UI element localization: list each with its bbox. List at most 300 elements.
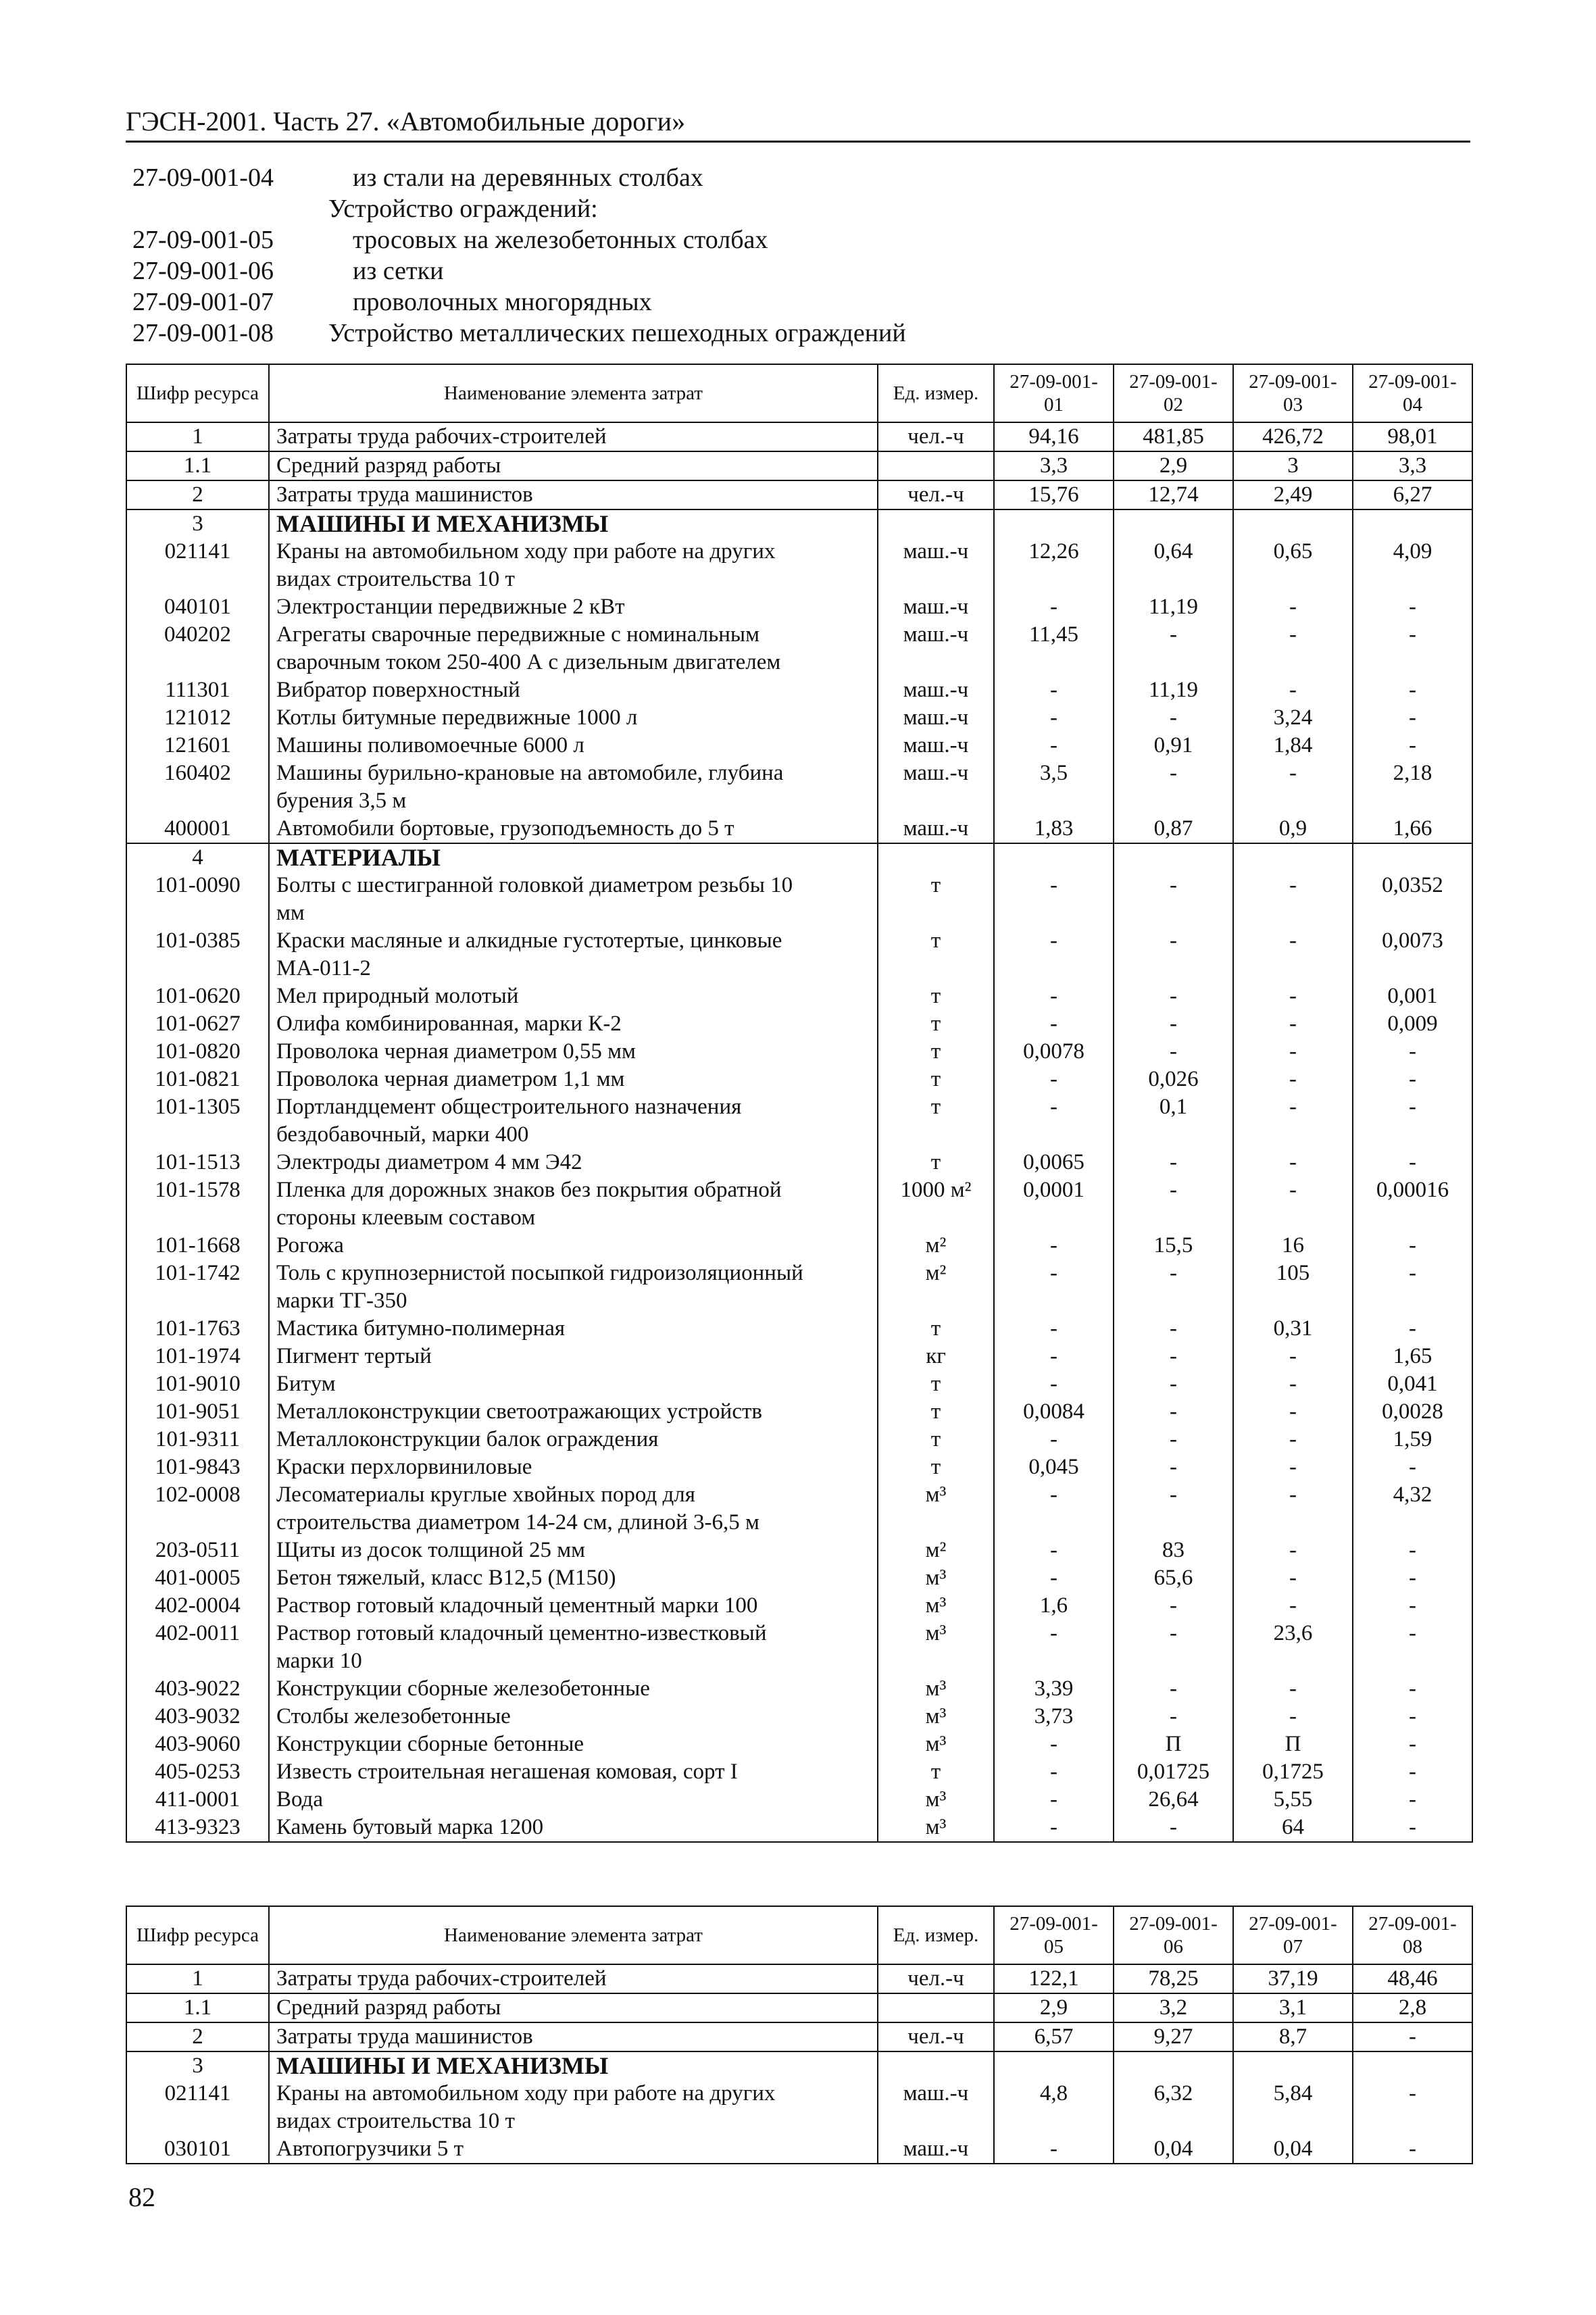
value-cell: - <box>1114 1703 1233 1731</box>
resource-name <box>269 1038 878 1066</box>
value-cell: 0,0001 <box>994 1176 1114 1232</box>
value-cell: - <box>1114 1370 1233 1398</box>
resource-name-line: Столбы железобетонные <box>276 1704 511 1728</box>
value-cell: - <box>1114 982 1233 1010</box>
table-row <box>126 676 1472 704</box>
norm-description: из сетки <box>353 257 444 285</box>
resource-code: 101-0820 <box>126 1038 269 1066</box>
resource-name-line: Щиты из досок толщиной 25 мм <box>276 1538 585 1562</box>
resource-code: 101-1668 <box>126 1232 269 1260</box>
value-cell: - <box>1114 1814 1233 1842</box>
table-row <box>126 927 1472 982</box>
value-cell: - <box>1233 1370 1353 1398</box>
resource-name <box>269 1993 878 2022</box>
resource-name <box>269 1786 878 1814</box>
resource-name <box>269 451 878 480</box>
value-cell: 5,84 <box>1233 2080 1353 2135</box>
resource-name <box>269 1093 878 1149</box>
resource-code: 403-9022 <box>126 1675 269 1703</box>
resource-name-line: мм <box>276 901 305 925</box>
section-row <box>126 2051 1472 2080</box>
unit-cell: т <box>878 1426 994 1453</box>
resource-code: 402-0004 <box>126 1592 269 1620</box>
resource-name-line: Машины поливомоечные 6000 л <box>276 733 584 757</box>
value-cell <box>1114 509 1233 538</box>
value-cell: - <box>1114 1675 1233 1703</box>
unit-cell: т <box>878 1315 994 1343</box>
value-cell: 0,91 <box>1114 732 1233 760</box>
resource-name-line: Конструкции сборные бетонные <box>276 1732 584 1756</box>
table-row <box>126 760 1472 815</box>
unit-cell: т <box>878 1066 994 1093</box>
resource-code: 121601 <box>126 732 269 760</box>
value-cell: - <box>994 1620 1114 1675</box>
resource-name-line: бездобавочный, марки 400 <box>276 1122 529 1147</box>
unit-cell: м³ <box>878 1814 994 1842</box>
table-row <box>126 480 1472 509</box>
value-cell: - <box>1353 2135 1472 2164</box>
resource-code: 030101 <box>126 2135 269 2164</box>
unit-cell: маш.-ч <box>878 815 994 843</box>
table-row <box>126 1176 1472 1232</box>
value-cell: - <box>1353 1786 1472 1814</box>
column-header: 27-09-001-01 <box>994 364 1114 422</box>
value-cell: 0,0028 <box>1353 1398 1472 1426</box>
resource-name <box>269 2135 878 2164</box>
value-cell: - <box>994 1093 1114 1149</box>
value-cell: 1,6 <box>994 1592 1114 1620</box>
resource-name <box>269 2022 878 2051</box>
value-cell: 3,39 <box>994 1675 1114 1703</box>
resource-name <box>269 422 878 451</box>
value-cell: 3,2 <box>1114 1993 1233 2022</box>
value-cell: - <box>1114 760 1233 815</box>
resource-name <box>269 1315 878 1343</box>
table-row <box>126 2135 1472 2164</box>
table-row <box>126 422 1472 451</box>
value-cell: - <box>994 1481 1114 1537</box>
column-header: 27-09-001-02 <box>1114 364 1233 422</box>
norm-code: 27-09-001-04 <box>132 164 274 192</box>
resource-code: 101-1974 <box>126 1343 269 1370</box>
resource-name <box>269 1564 878 1592</box>
value-cell: - <box>1353 1731 1472 1758</box>
resource-code: 402-0011 <box>126 1620 269 1675</box>
unit-cell: м³ <box>878 1703 994 1731</box>
resource-code: 101-9843 <box>126 1453 269 1481</box>
value-cell: 65,6 <box>1114 1564 1233 1592</box>
resource-name-line: МАШИНЫ И МЕХАНИЗМЫ <box>276 510 609 537</box>
value-cell: 0,64 <box>1114 538 1233 593</box>
value-cell <box>1233 509 1353 538</box>
value-cell: 9,27 <box>1114 2022 1233 2051</box>
value-cell: - <box>994 982 1114 1010</box>
value-cell: 0,0065 <box>994 1149 1114 1176</box>
value-cell: - <box>1233 982 1353 1010</box>
unit-cell <box>878 451 994 480</box>
resource-name <box>269 982 878 1010</box>
value-cell: - <box>1233 1343 1353 1370</box>
resource-name-line: Машины бурильно-крановые на автомобиле, глубина <box>276 761 784 785</box>
table-row <box>126 2080 1472 2135</box>
section-row <box>126 509 1472 538</box>
table-row <box>126 1398 1472 1426</box>
norm-code: 27-09-001-07 <box>132 288 274 316</box>
resource-code: 101-1305 <box>126 1093 269 1149</box>
value-cell: - <box>1114 1398 1233 1426</box>
table-row <box>126 2022 1472 2051</box>
table-row <box>126 593 1472 621</box>
table-row <box>126 1426 1472 1453</box>
resource-name-line: Электроды диаметром 4 мм Э42 <box>276 1150 582 1174</box>
value-cell: - <box>994 732 1114 760</box>
value-cell: 37,19 <box>1233 1964 1353 1993</box>
resource-name-line: Электростанции передвижные 2 кВт <box>276 595 625 619</box>
page-header: ГЭСН-2001. Часть 27. «Автомобильные дороги» <box>126 106 686 136</box>
resource-code: 040101 <box>126 593 269 621</box>
resource-code: 040202 <box>126 621 269 676</box>
resource-name <box>269 704 878 732</box>
resource-name <box>269 621 878 676</box>
value-cell: 5,55 <box>1233 1786 1353 1814</box>
resource-name <box>269 1232 878 1260</box>
resource-name <box>269 1620 878 1675</box>
unit-cell: т <box>878 982 994 1010</box>
table-row <box>126 1315 1472 1343</box>
resource-name-line: строительства диаметром 14-24 см, длиной 3-6,5 м <box>276 1510 759 1535</box>
resource-code: 101-1513 <box>126 1149 269 1176</box>
value-cell: - <box>1353 1703 1472 1731</box>
unit-cell: т <box>878 1093 994 1149</box>
unit-cell: маш.-ч <box>878 621 994 676</box>
value-cell: - <box>1353 1260 1472 1315</box>
resource-name-line: Мастика битумно-полимерная <box>276 1316 566 1341</box>
resource-name <box>269 2051 878 2080</box>
resource-name <box>269 1481 878 1537</box>
table-row <box>126 872 1472 927</box>
value-cell: 0,1725 <box>1233 1758 1353 1786</box>
value-cell: - <box>994 1731 1114 1758</box>
table-header-row <box>126 364 1472 422</box>
value-cell: 11,19 <box>1114 593 1233 621</box>
value-cell <box>1353 509 1472 538</box>
table-row <box>126 1620 1472 1675</box>
resource-code: 101-0385 <box>126 927 269 982</box>
resource-name <box>269 1758 878 1786</box>
value-cell: - <box>1233 1537 1353 1564</box>
resource-code: 021141 <box>126 538 269 593</box>
resource-code: 021141 <box>126 2080 269 2135</box>
value-cell: - <box>1114 1453 1233 1481</box>
resource-name <box>269 1066 878 1093</box>
resource-name <box>269 1343 878 1370</box>
value-cell <box>1114 843 1233 872</box>
value-cell: 0,0352 <box>1353 872 1472 927</box>
value-cell: 0,9 <box>1233 815 1353 843</box>
value-cell: - <box>1114 1038 1233 1066</box>
resource-name-line: марки ТГ-350 <box>276 1289 407 1313</box>
value-cell: 1,84 <box>1233 732 1353 760</box>
table-row <box>126 1993 1472 2022</box>
value-cell: 6,57 <box>994 2022 1114 2051</box>
unit-cell: т <box>878 927 994 982</box>
value-cell <box>994 2051 1114 2080</box>
value-cell: 1,59 <box>1353 1426 1472 1453</box>
table-row <box>126 1964 1472 1993</box>
resource-code: 413-9323 <box>126 1814 269 1842</box>
resource-name <box>269 732 878 760</box>
table-row <box>126 1758 1472 1786</box>
unit-cell: м³ <box>878 1620 994 1675</box>
unit-cell: т <box>878 1758 994 1786</box>
resource-name <box>269 1675 878 1703</box>
value-cell: 1,66 <box>1353 815 1472 843</box>
value-cell: - <box>1114 621 1233 676</box>
column-header: Наименование элемента затрат <box>269 364 878 422</box>
value-cell: - <box>1114 1010 1233 1038</box>
value-cell: - <box>1353 1592 1472 1620</box>
resource-name <box>269 593 878 621</box>
column-header: 27-09-001-05 <box>994 1906 1114 1964</box>
resource-code: 1.1 <box>126 451 269 480</box>
column-header: 27-09-001-03 <box>1233 364 1353 422</box>
resource-name <box>269 480 878 509</box>
value-cell: - <box>1114 1315 1233 1343</box>
value-cell: 12,26 <box>994 538 1114 593</box>
resource-name-line: Олифа комбинированная, марки К-2 <box>276 1012 622 1036</box>
norm-code: 27-09-001-06 <box>132 257 274 285</box>
resource-name-line: Бетон тяжелый, класс В12,5 (М150) <box>276 1566 616 1590</box>
value-cell: 4,09 <box>1353 538 1472 593</box>
resource-code: 101-1763 <box>126 1315 269 1343</box>
value-cell: - <box>1353 1093 1472 1149</box>
resource-name-line: МАТЕРИАЛЫ <box>276 844 441 871</box>
resource-name <box>269 1398 878 1426</box>
value-cell: - <box>1233 1675 1353 1703</box>
value-cell: 3,3 <box>994 451 1114 480</box>
value-cell: 6,27 <box>1353 480 1472 509</box>
resource-name-line: МАШИНЫ И МЕХАНИЗМЫ <box>276 2052 609 2079</box>
unit-cell: маш.-ч <box>878 2080 994 2135</box>
value-cell: 0,0078 <box>994 1038 1114 1066</box>
resource-code: 101-9051 <box>126 1398 269 1426</box>
resource-name <box>269 1370 878 1398</box>
value-cell: - <box>1233 872 1353 927</box>
resource-code: 101-9010 <box>126 1370 269 1398</box>
unit-cell: чел.-ч <box>878 2022 994 2051</box>
column-header: 27-09-001-07 <box>1233 1906 1353 1964</box>
table-row <box>126 1731 1472 1758</box>
table-row <box>126 1564 1472 1592</box>
value-cell: - <box>994 872 1114 927</box>
resource-name <box>269 1731 878 1758</box>
value-cell: 0,65 <box>1233 538 1353 593</box>
resource-name-line: Лесоматериалы круглые хвойных пород для <box>276 1483 695 1507</box>
value-cell: - <box>1353 1315 1472 1343</box>
table-row <box>126 1786 1472 1814</box>
resource-code: 121012 <box>126 704 269 732</box>
resource-name <box>269 1537 878 1564</box>
norm-description: Устройство ограждений: <box>328 195 598 223</box>
value-cell: - <box>1353 2080 1472 2135</box>
value-cell: 2,9 <box>994 1993 1114 2022</box>
table-row <box>126 1453 1472 1481</box>
resource-name <box>269 1260 878 1315</box>
value-cell: 0,87 <box>1114 815 1233 843</box>
unit-cell: м³ <box>878 1731 994 1758</box>
value-cell: 16 <box>1233 1232 1353 1260</box>
resource-name-line: Автопогрузчики 5 т <box>276 2137 464 2161</box>
unit-cell: маш.-ч <box>878 732 994 760</box>
value-cell: П <box>1233 1731 1353 1758</box>
column-header: Ед. измер. <box>878 364 994 422</box>
value-cell: 3,73 <box>994 1703 1114 1731</box>
value-cell: - <box>994 1758 1114 1786</box>
value-cell: 0,041 <box>1353 1370 1472 1398</box>
resource-table-1 <box>126 364 1473 1843</box>
unit-cell: м³ <box>878 1481 994 1537</box>
value-cell: 0,0084 <box>994 1398 1114 1426</box>
resource-name-line: Раствор готовый кладочный цементно-известковый <box>276 1621 767 1645</box>
unit-cell: чел.-ч <box>878 1964 994 1993</box>
value-cell: 426,72 <box>1233 422 1353 451</box>
value-cell: 1,83 <box>994 815 1114 843</box>
unit-cell: чел.-ч <box>878 480 994 509</box>
value-cell: 94,16 <box>994 422 1114 451</box>
unit-cell: маш.-ч <box>878 2135 994 2164</box>
unit-cell: м² <box>878 1260 994 1315</box>
resource-name-line: Краски перхлорвиниловые <box>276 1455 532 1479</box>
value-cell: 0,01725 <box>1114 1758 1233 1786</box>
resource-code: 1 <box>126 422 269 451</box>
value-cell <box>1233 2051 1353 2080</box>
value-cell: 15,5 <box>1114 1232 1233 1260</box>
resource-code: 203-0511 <box>126 1537 269 1564</box>
resource-name-line: марки 10 <box>276 1649 362 1673</box>
value-cell: - <box>994 1370 1114 1398</box>
resource-code: 101-1578 <box>126 1176 269 1232</box>
table-row <box>126 1010 1472 1038</box>
table-row <box>126 1260 1472 1315</box>
value-cell: П <box>1114 1731 1233 1758</box>
table-row <box>126 1066 1472 1093</box>
column-header: 27-09-001-08 <box>1353 1906 1472 1964</box>
value-cell: 3,24 <box>1233 704 1353 732</box>
resource-code: 2 <box>126 480 269 509</box>
unit-cell <box>878 843 994 872</box>
table-row <box>126 1703 1472 1731</box>
unit-cell: м² <box>878 1232 994 1260</box>
resource-name-line: Проволока черная диаметром 0,55 мм <box>276 1039 636 1064</box>
value-cell: - <box>994 1814 1114 1842</box>
value-cell: - <box>1353 1675 1472 1703</box>
resource-name <box>269 1176 878 1232</box>
unit-cell: м³ <box>878 1564 994 1592</box>
resource-name-line: Агрегаты сварочные передвижные с номинальным <box>276 622 759 647</box>
value-cell: - <box>1353 1149 1472 1176</box>
table-row <box>126 1093 1472 1149</box>
unit-cell: т <box>878 1370 994 1398</box>
value-cell: - <box>994 593 1114 621</box>
value-cell: 0,0073 <box>1353 927 1472 982</box>
unit-cell: т <box>878 1149 994 1176</box>
value-cell: - <box>1233 1453 1353 1481</box>
value-cell: 3 <box>1233 451 1353 480</box>
resource-code: 101-9311 <box>126 1426 269 1453</box>
value-cell: - <box>994 1066 1114 1093</box>
value-cell: - <box>1233 927 1353 982</box>
value-cell: 64 <box>1233 1814 1353 1842</box>
resource-name-line: МА-011-2 <box>276 956 371 980</box>
unit-cell: маш.-ч <box>878 538 994 593</box>
resource-code: 111301 <box>126 676 269 704</box>
unit-cell: маш.-ч <box>878 760 994 815</box>
value-cell: - <box>1114 704 1233 732</box>
resource-name-line: Проволока черная диаметром 1,1 мм <box>276 1067 625 1091</box>
resource-name-line: Затраты труда машинистов <box>276 2024 533 2049</box>
value-cell: - <box>1353 1537 1472 1564</box>
unit-cell: т <box>878 1398 994 1426</box>
resource-name-line: Средний разряд работы <box>276 453 501 478</box>
resource-name-line: Камень бутовый марка 1200 <box>276 1815 544 1839</box>
unit-cell <box>878 1993 994 2022</box>
value-cell: 0,04 <box>1114 2135 1233 2164</box>
value-cell: 105 <box>1233 1260 1353 1315</box>
value-cell: - <box>1114 1149 1233 1176</box>
unit-cell: маш.-ч <box>878 593 994 621</box>
resource-code: 3 <box>126 2051 269 2080</box>
resource-code: 101-1742 <box>126 1260 269 1315</box>
value-cell: - <box>1233 1564 1353 1592</box>
value-cell: - <box>994 1537 1114 1564</box>
table-row <box>126 704 1472 732</box>
resource-name-line: Раствор готовый кладочный цементный марки 100 <box>276 1593 758 1618</box>
value-cell: - <box>994 927 1114 982</box>
resource-name-line: видах строительства 10 т <box>276 567 515 591</box>
value-cell: 122,1 <box>994 1964 1114 1993</box>
value-cell: 48,46 <box>1353 1964 1472 1993</box>
value-cell: - <box>1233 1592 1353 1620</box>
resource-name-line: Мел природный молотый <box>276 984 519 1008</box>
value-cell: 481,85 <box>1114 422 1233 451</box>
column-header: Наименование элемента затрат <box>269 1906 878 1964</box>
resource-code: 160402 <box>126 760 269 815</box>
resource-name-line: Пигмент тертый <box>276 1344 432 1368</box>
resource-name <box>269 1453 878 1481</box>
table-row <box>126 732 1472 760</box>
value-cell: 0,04 <box>1233 2135 1353 2164</box>
value-cell: 23,6 <box>1233 1620 1353 1675</box>
resource-code: 101-0090 <box>126 872 269 927</box>
table-row <box>126 1232 1472 1260</box>
value-cell: - <box>994 1315 1114 1343</box>
value-cell: - <box>1233 1093 1353 1149</box>
table-row <box>126 1592 1472 1620</box>
value-cell: 2,18 <box>1353 760 1472 815</box>
resource-name-line: сварочным током 250-400 А с дизельным двигателем <box>276 650 781 674</box>
value-cell: - <box>1233 676 1353 704</box>
value-cell: - <box>1114 1592 1233 1620</box>
value-cell: - <box>994 2135 1114 2164</box>
resource-code: 405-0253 <box>126 1758 269 1786</box>
value-cell: - <box>1353 1814 1472 1842</box>
value-cell: - <box>1353 1564 1472 1592</box>
resource-name <box>269 927 878 982</box>
resource-name <box>269 538 878 593</box>
value-cell: 11,19 <box>1114 676 1233 704</box>
resource-name <box>269 872 878 927</box>
value-cell: - <box>1114 1343 1233 1370</box>
